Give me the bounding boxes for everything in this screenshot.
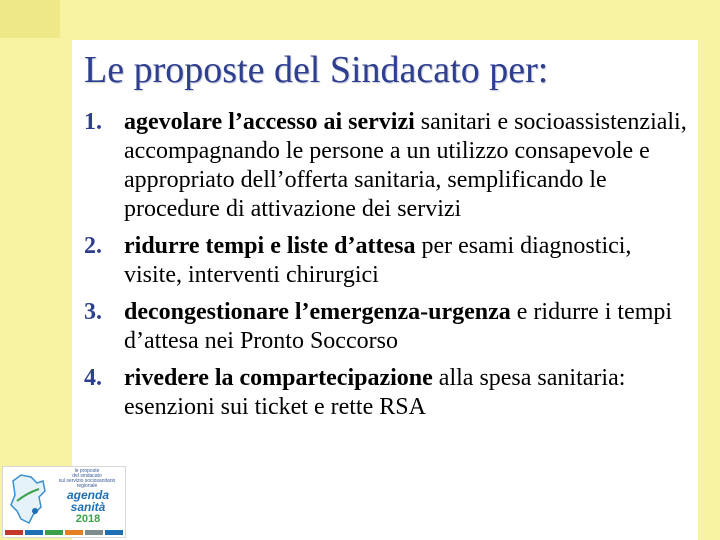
item-number: 2. xyxy=(84,233,102,259)
agenda-sanita-logo xyxy=(2,466,126,538)
logo-year: 2018 xyxy=(75,513,101,525)
logo-line: regionale xyxy=(76,483,98,489)
list-item xyxy=(84,298,694,356)
item-text: alla spesa sanitaria: esenzioni sui ticket e rette RSA xyxy=(124,365,626,420)
logo-agenda-word: agenda xyxy=(66,488,109,502)
logo-text xyxy=(51,469,123,489)
logo-partner-strip xyxy=(5,530,123,535)
item-text: per esami diagnostici, visite, interventi chirurgici xyxy=(124,233,632,288)
item-text: e ridurre i tempi d’attesa nei Pronto Soccorso xyxy=(124,299,673,354)
item-lead: decongestionare l’emergenza-urgenza xyxy=(124,299,511,325)
item-lead: rivedere la compartecipazione xyxy=(124,365,433,391)
logo-line: le proposte xyxy=(74,468,100,474)
item-number: 1. xyxy=(84,109,102,135)
background-top-band xyxy=(0,0,720,40)
background-left-band xyxy=(0,0,72,540)
list-item xyxy=(84,108,694,224)
logo-line: sul servizio sociosanitario xyxy=(58,478,116,484)
logo-agenda xyxy=(51,489,125,513)
item-number: 3. xyxy=(84,299,102,325)
background-right-band xyxy=(698,0,720,540)
logo-line: del sindacato xyxy=(72,473,102,479)
item-number: 4. xyxy=(84,365,102,391)
background-corner-fold xyxy=(0,0,60,38)
slide-title: Le proposte del Sindacato per: xyxy=(84,49,549,91)
region-map-icon xyxy=(7,471,49,527)
item-lead: agevolare l’accesso ai servizi xyxy=(124,109,415,135)
list-item xyxy=(84,232,694,290)
proposal-list xyxy=(84,108,694,430)
list-item xyxy=(84,364,694,422)
item-lead: ridurre tempi e liste d’attesa xyxy=(124,233,416,259)
logo-sanita-word: sanità xyxy=(70,500,106,514)
item-text: sanitari e socioassistenziali, accompagnando le persone a un utilizzo consapevole e appropriato dell’offerta sanitaria, semplificando le procedure di attivazione dei servizi xyxy=(124,109,687,222)
